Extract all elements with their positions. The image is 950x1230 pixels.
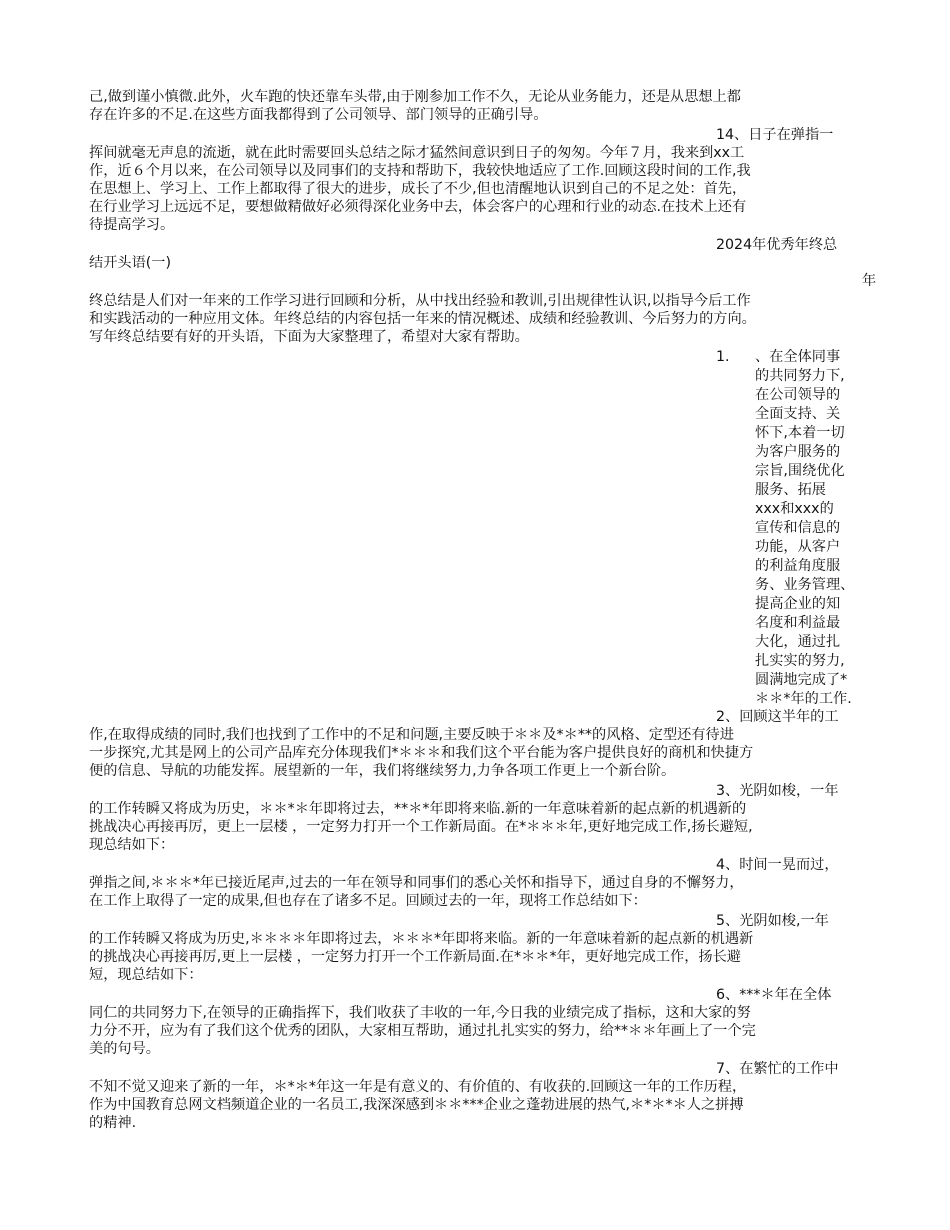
- text-line: 挥间就毫无声息的流逝，就在此时需要回头总结之际才猛然间意识到日子的匆匆。今年７月，我来到xx工: [89, 145, 745, 161]
- narrow-line: ＊＊*年的工作.: [755, 691, 852, 707]
- text-line: 的工作转瞬又将成为历史，＊＊*＊年即将过去，**＊*年即将来临.新的一年意味着新的起点新的机遇新的: [89, 801, 747, 817]
- text-line: 便的信息、导航的功能发挥。展望新的一年，我们将继续努力,力争各项工作更上一个新台阶。: [89, 763, 676, 779]
- text-line: 美的句号。: [89, 1041, 160, 1057]
- paragraph-lead: 6、***＊年在全体: [716, 987, 832, 1003]
- narrow-line: 、在全体同事: [755, 349, 841, 365]
- narrow-line: 大化，通过扎: [755, 634, 841, 650]
- heading-line: 结开头语(一): [89, 255, 172, 271]
- narrow-line: 怀下,本着一切: [755, 425, 845, 441]
- narrow-line: 宣传和信息的: [755, 520, 841, 536]
- text-line: 终总结是人们对一年来的工作学习进行回顾和分析，从中找出经验和教训,引出规律性认识,以指导今后工作: [89, 293, 751, 309]
- text-line: 在行业学习上远远不足，要想做精做好必须得深化业务中去，体会客户的心理和行业的动态.在技术上还有: [89, 199, 747, 215]
- heading-lead: 2024年优秀年终总: [716, 237, 838, 253]
- paragraph-lead: 2、回顾这半年的工: [716, 709, 839, 725]
- text-line: 力分不开，应为有了我们这个优秀的团队，大家相互帮助，通过扎扎实实的努力，给**＊＊年画上了一个完: [89, 1023, 756, 1039]
- heading-trail: 年: [862, 273, 877, 289]
- narrow-line: 名度和利益最: [755, 615, 841, 631]
- paragraph-lead: 4、时间一晃而过，: [716, 857, 839, 873]
- narrow-line: 为客户服务的: [755, 444, 841, 460]
- paragraph-lead: 5、光阴如梭,一年: [716, 913, 829, 929]
- text-line: 待提高学习。: [89, 217, 175, 233]
- text-line: 的工作转瞬又将成为历史,＊＊＊＊年即将过去，＊＊＊*年即将来临。新的一年意味着新的起点新的机遇新: [89, 931, 754, 947]
- text-line: 作，近６个月以来，在公司领导以及同事们的支持和帮助下，我较快地适应了工作.回顾这段时间的工作,我: [89, 163, 751, 179]
- paragraph-lead: 14、日子在弹指一: [716, 127, 834, 143]
- narrow-line: 在公司领导的: [755, 387, 841, 403]
- text-line: 挑战决心再接再厉，更上一层楼 ，一定努力打开一个工作新局面。在*＊＊＊年,更好地完成工作,扬长避短,: [89, 819, 753, 835]
- text-line: 在思想上、学习上、工作上都取得了很大的进步，成长了不少,但也清醒地认识到自己的不足之处：首先，: [89, 181, 747, 197]
- narrow-line: 的利益角度服: [755, 558, 841, 574]
- text-line: 的精神.: [89, 1115, 137, 1131]
- text-line: 作为中国教育总网文档频道企业的一名员工,我深深感到＊＊***企业之蓬勃进展的热气,＊*＊*＊人之拼搏: [89, 1097, 744, 1113]
- narrow-line: 提高企业的知: [755, 596, 841, 612]
- narrow-line: 全面支持、关: [755, 406, 841, 422]
- narrow-line: 圆满地完成了*: [755, 672, 848, 688]
- narrow-line: xxx和xxx的: [755, 501, 834, 517]
- text-line: 同仁的共同努力下,在领导的正确指挥下，我们收获了丰收的一年,今日我的业绩完成了指标，这和大家的努: [89, 1005, 751, 1021]
- text-line: 的挑战决心再接再厉,更上一层楼 ，一定努力打开一个工作新局面.在*＊＊*年，更好地完成工作，扬长避: [89, 949, 741, 965]
- text-line: 短，现总结如下：: [89, 967, 203, 983]
- paragraph-lead: 3、光阴如梭，一年: [716, 783, 839, 799]
- paragraph-lead: 7、在繁忙的工作中: [716, 1061, 839, 1077]
- narrow-line: 服务、拓展: [755, 482, 826, 498]
- text-line: 不知不觉又迎来了新的一年，＊*＊*年这一年是有意义的、有价值的、有收获的.回顾这一年的工作历程，: [89, 1079, 747, 1095]
- text-line: 一步探究,尤其是网上的公司产品库充分体现我们*＊＊＊和我们这个平台能为客户提供良好的商机和快捷方: [89, 745, 754, 761]
- list-number: 1.: [716, 349, 730, 365]
- narrow-line: 功能，从客户: [755, 539, 841, 555]
- text-line: 存在许多的不足.在这些方面我都得到了公司领导、部门领导的正确引导。: [89, 107, 548, 123]
- narrow-line: 务、业务管理、: [755, 577, 855, 593]
- text-line: 作,在取得成绩的同时,我们也找到了工作中的不足和问题,主要反映于＊＊及*＊**的风格、定型还有待进: [89, 727, 734, 743]
- text-line: 写年终总结要有好的开头语，下面为大家整理了，希望对大家有帮助。: [89, 329, 529, 345]
- text-line: 现总结如下：: [89, 837, 175, 853]
- text-line: 弹指之间,＊＊＊*年已接近尾声,过去的一年在领导和同事们的悉心关怀和指导下，通过自身的不懈努力，: [89, 875, 744, 891]
- narrow-line: 的共同努力下,: [755, 368, 845, 384]
- text-line: 和实践活动的一种应用文体。年终总结的内容包括一年来的情况概述、成绩和经验教训、今后努力的方向。: [89, 311, 756, 327]
- text-line: 己,做到谨小慎微.此外，火车跑的快还靠车头带,由于刚参加工作不久，无论从业务能力，还是从思想上都: [89, 89, 741, 105]
- text-line: 在工作上取得了一定的成果,但也存在了诸多不足。回顾过去的一年，现将工作总结如下：: [89, 893, 647, 909]
- narrow-line: 宗旨,围绕优化: [755, 463, 845, 479]
- narrow-line: 扎实实的努力,: [755, 653, 845, 669]
